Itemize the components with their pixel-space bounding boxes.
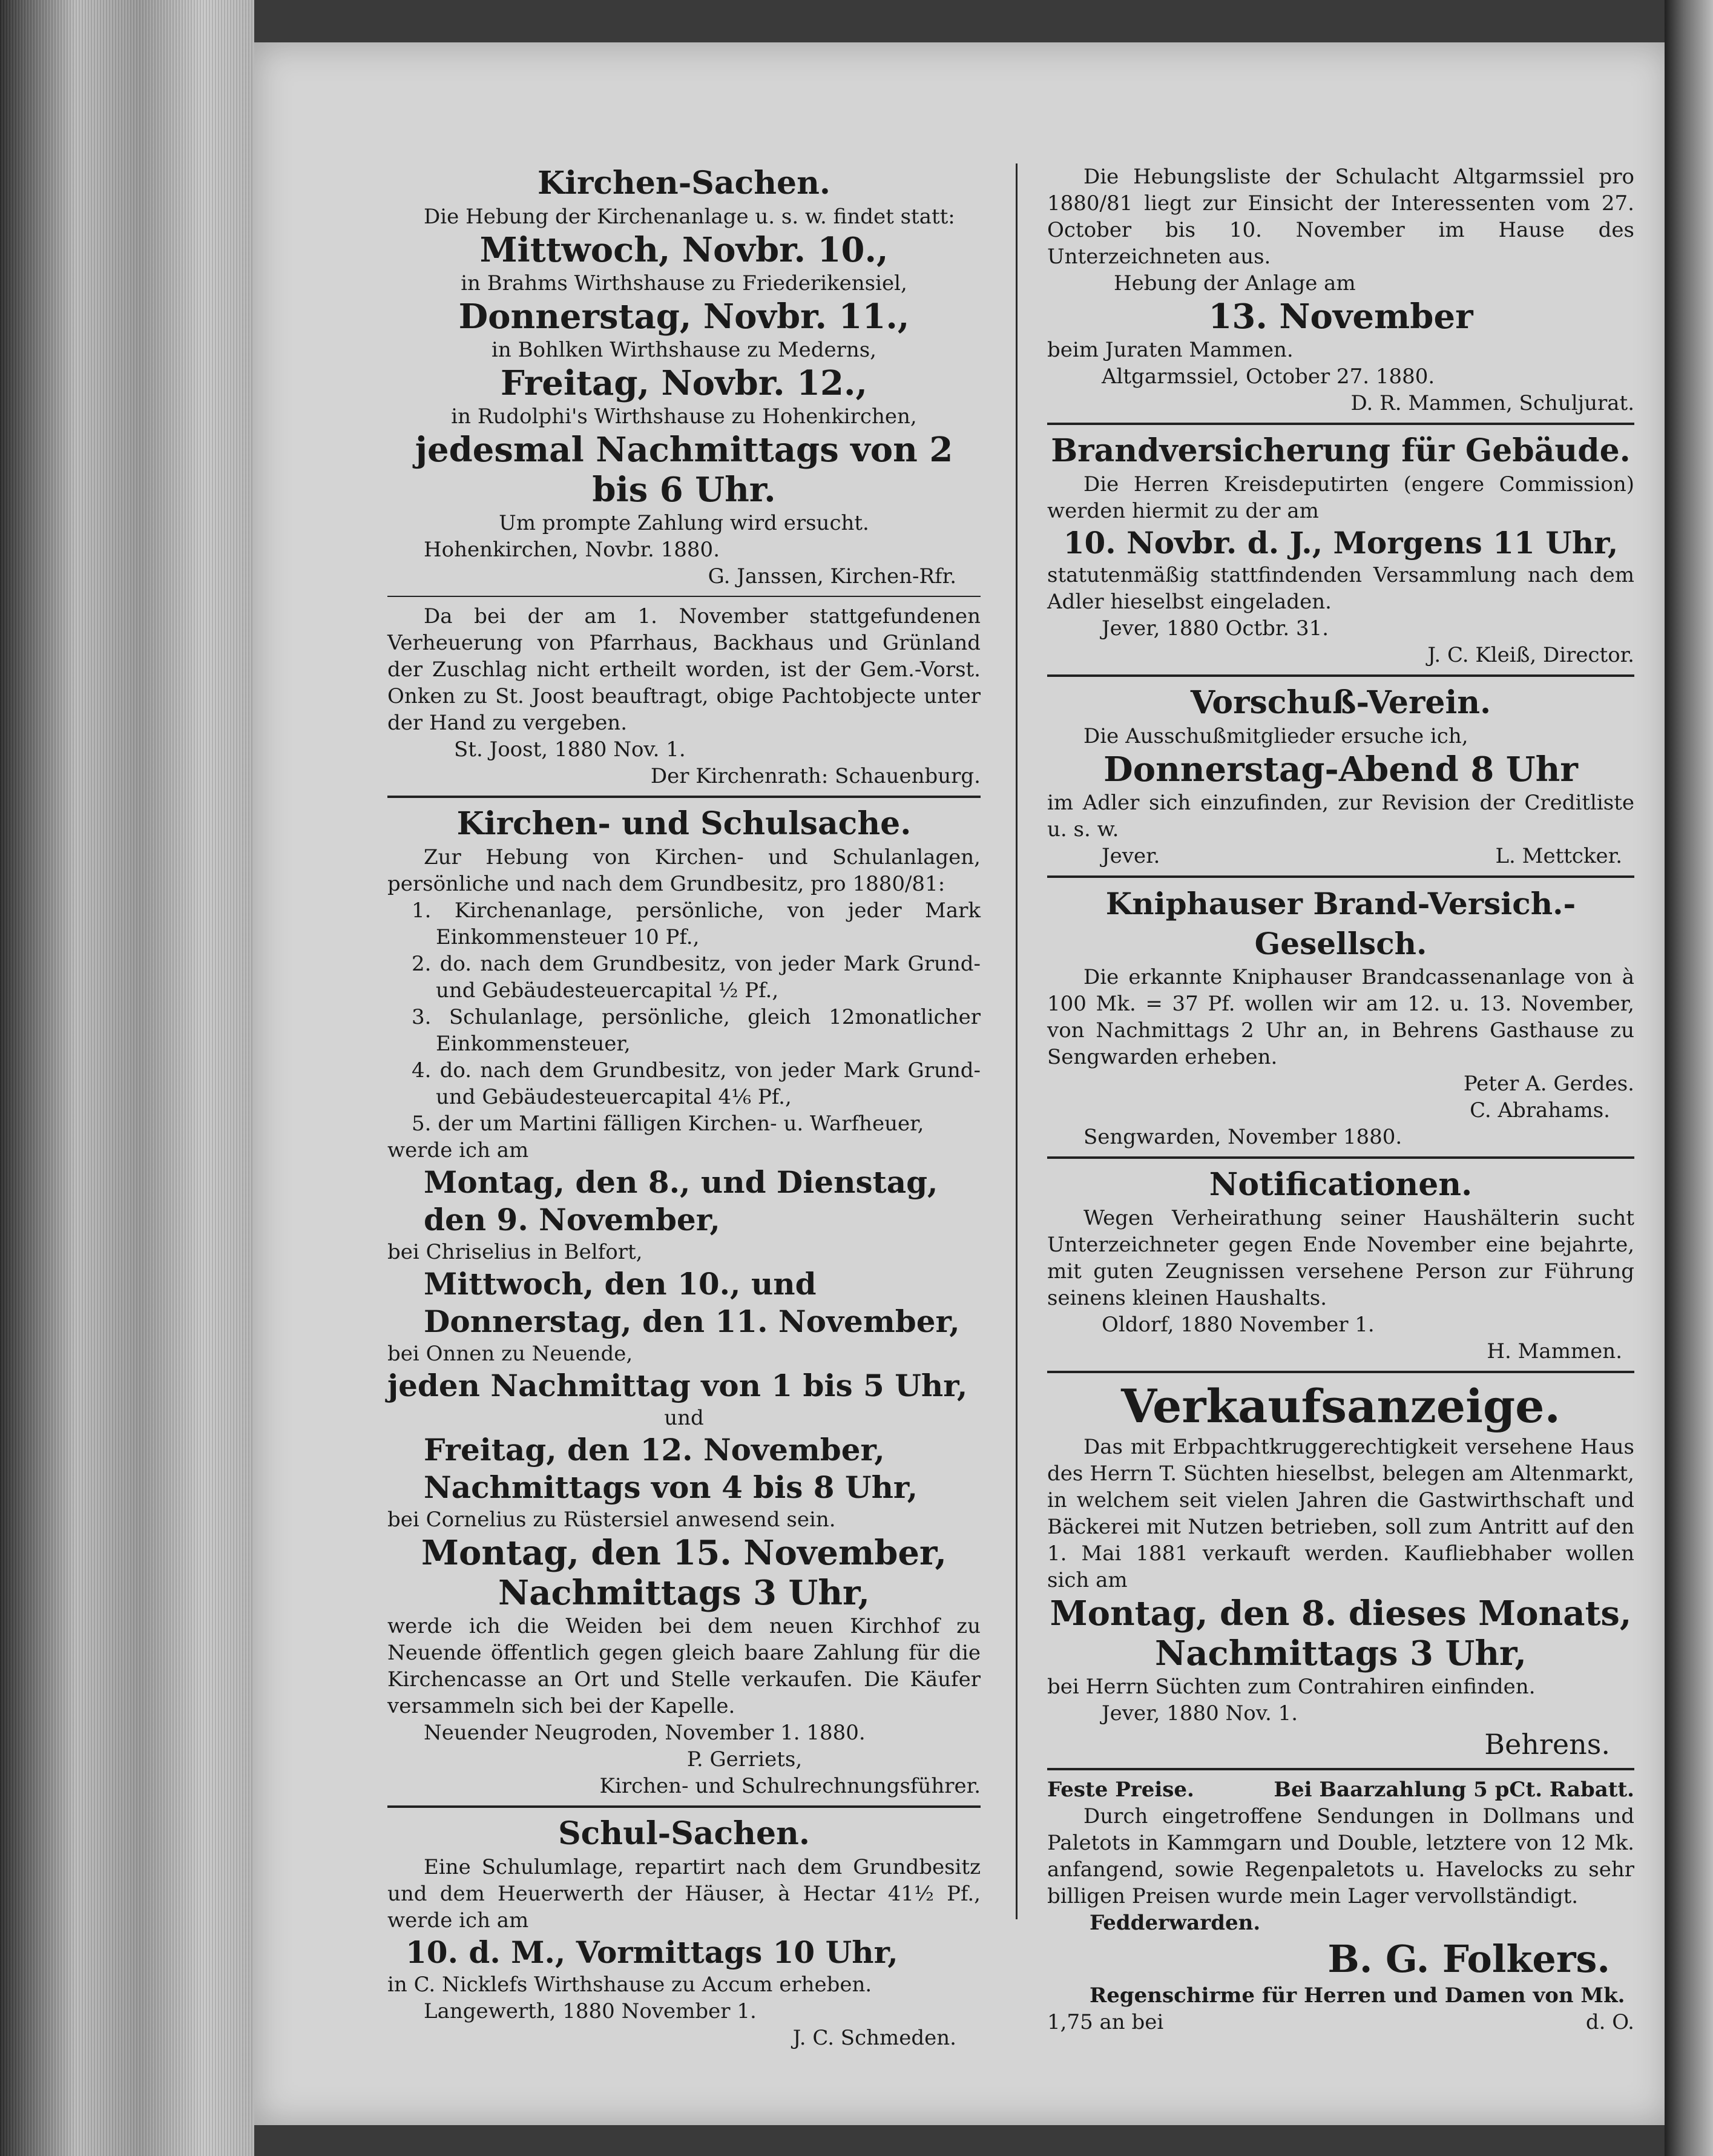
ad-place: in Rudolphi's Wirthshause zu Hohenkirchen, (451, 404, 917, 429)
ad-place: Jever. (1102, 844, 1160, 868)
ad-signature: Kirchen- und Schulrechnungsführer. (599, 1774, 981, 1798)
ad-time: jedesmal Nachmittags von 2 bis 6 Uhr. (415, 430, 953, 510)
ad-schul-sachen (387, 1814, 981, 2051)
ad-text: Durch eingetroffene Sendungen in Dollmans und Paletots in Kammgarn und Double, letztere von 12 Mk. anfangend, sowie Regenpaletots u. Havelocks zu sehr billigen Preisen wurde mein Lager vervollständigt. (1047, 1804, 1634, 1908)
ad-folkers (1047, 1776, 1634, 2036)
list-item: 5. der um Martini fälligen Kirchen- u. Warfheuer, (412, 1112, 924, 1136)
ad-date: 10. Novbr. d. J., Morgens 11 Uhr, (1063, 525, 1619, 561)
column-divider (1016, 163, 1018, 1919)
ad-signature: G. Janssen, Kirchen-Rfr. (708, 564, 956, 588)
separator (1047, 1156, 1634, 1159)
ad-signature: P. Gerriets, (686, 1747, 803, 1772)
ad-text: Die erkannte Kniphauser Brandcassenanlage von à 100 Mk. = 37 Pf. wollen wir am 12. u. 13. November, von Nachmittags 2 Uhr an, in Behrens Gasthause zu Sengwarden erheben. (1047, 965, 1634, 1069)
ad-text: Das mit Erbpachtkruggerechtigkeit versehene Haus des Herrn T. Süchten hieselbst, belegen am Altenmarkt, in welchem seit vielen Jahren die Gastwirthschaft und Bäckerei mit Nutzen betrieben, soll zum Antritt auf den 1. Mai 1881 verkauft werden. Kaufliebhaber wollen sich am (1047, 1435, 1634, 1592)
ad-signature: D. R. Mammen, Schuljurat. (1350, 391, 1634, 415)
ad-signature: L. Mettcker. (1495, 844, 1622, 868)
ad-title: Notificationen. (1209, 1166, 1473, 1203)
list-item: 4. do. nach dem Grundbesitz, von jeder Mark Grund- und Gebäudesteuercapital 4⅙ Pf., (412, 1058, 981, 1109)
ad-title: Verkaufsanzeige. (1121, 1379, 1560, 1433)
ad-place-date: Oldorf, 1880 November 1. (1102, 1313, 1375, 1337)
ad-place-date: Hohenkirchen, Novbr. 1880. (424, 538, 720, 562)
ad-verkaufsanzeige (1047, 1379, 1634, 1762)
ad-date: Montag, den 15. November, (421, 1533, 947, 1573)
ad-kirchen-schulsache (387, 804, 981, 1799)
ad-place: bei Cornelius zu Rüstersiel anwesend sein. (387, 1508, 836, 1532)
separator (387, 1805, 981, 1808)
left-column (387, 109, 981, 2054)
ad-text: Die Herren Kreisdeputirten (engere Commission) werden hiermit zu der am (1047, 472, 1634, 523)
ad-time: Nachmittags 3 Uhr, (1155, 1633, 1527, 1673)
ad-place-date: Jever, 1880 Octbr. 31. (1102, 616, 1329, 641)
ad-time: Nachmittags 3 Uhr, (498, 1573, 870, 1613)
ad-title: Brandversicherung für Gebäude. (1051, 432, 1631, 469)
ad-title: Kirchen-Sachen. (538, 165, 830, 202)
ad-signature: J. C. Schmeden. (792, 2026, 956, 2050)
ad-place-date: Jever, 1880 Nov. 1. (1102, 1701, 1298, 1726)
ad-date: Montag, den 8., und Dienstag, den 9. November, (424, 1164, 938, 1238)
ad-text: Die Ausschußmitglieder ersuche ich, (1083, 724, 1468, 748)
book-page-edges (0, 0, 254, 2156)
ad-text: Hebung der Anlage am (1114, 271, 1356, 295)
ad-date: 13. November (1208, 297, 1473, 337)
ad-date: Montag, den 8. dieses Monats, (1050, 1594, 1632, 1633)
ad-text: statutenmäßig stattfindenden Versammlung nach dem Adler hieselbst eingeladen. (1047, 563, 1634, 614)
ad-text: Eine Schulumlage, repartirt nach dem Grundbesitz und dem Heuerwerth der Häuser, à Hectar 41½ Pf., werde ich am (387, 1855, 981, 1933)
ad-place-date: St. Joost, 1880 Nov. 1. (454, 737, 686, 762)
ad-text: Regenschirme für Herren und Damen von Mk. (1090, 1983, 1625, 2008)
ad-text: Die Hebungsliste der Schulacht Altgarmssiel pro 1880/81 liegt zur Einsicht der Interessenten vom 27. October bis 10. November im Hause des Unterzeichneten aus. (1047, 165, 1634, 269)
ad-brandversicherung (1047, 431, 1634, 668)
ad-text: Zur Hebung von Kirchen- und Schulanlagen, persönliche und nach dem Grundbesitz, pro 1880/81: (387, 845, 981, 896)
ad-text: Wegen Verheirathung seiner Haushälterin sucht Unterzeichneter gegen Ende November eine bejahrte, mit guten Zeugnissen versehene Person zur Führung seinens kleinen Haushalts. (1047, 1206, 1634, 1310)
ad-date: Freitag, den 12. November, Nachmittags von 4 bis 8 Uhr, (424, 1432, 918, 1505)
ad-text: 1,75 an bei (1047, 2010, 1164, 2034)
ad-place: bei Chriselius in Belfort, (387, 1240, 643, 1264)
ad-place: beim Juraten Mammen. (1047, 338, 1294, 362)
ad-place: bei Onnen zu Neuende, (387, 1342, 633, 1366)
separator (1047, 1768, 1634, 1770)
ad-title: Schul-Sachen. (558, 1815, 810, 1852)
ad-text: werde ich die Weiden bei dem neuen Kirchhof zu Neuende öffentlich gegen gleich baare Zahlung für die Kirchencasse an Ort und Stelle verkaufen. Die Käufer versammeln sich bei der Kapelle. (387, 1614, 981, 1718)
separator (387, 796, 981, 798)
ad-signature: B. G. Folkers. (1327, 1937, 1610, 1981)
ad-signature: Der Kirchenrath: Schauenburg. (650, 764, 981, 788)
ad-notificationen (1047, 1165, 1634, 1365)
list-item: 3. Schulanlage, persönliche, gleich 12monatlicher Einkommensteuer, (412, 1005, 981, 1056)
right-column (1047, 109, 1634, 2038)
ad-hebungsliste (1047, 163, 1634, 417)
separator (387, 596, 981, 597)
ad-place-date: Neuender Neugroden, November 1. 1880. (424, 1721, 866, 1745)
ad-title: Kniphauser Brand-Versich.-Gesellsch. (1105, 886, 1576, 961)
ad-text: Da bei der am 1. November stattgefundenen Verheuerung von Pfarrhaus, Backhaus und Grünland der Zuschlag nicht ertheilt worden, ist der Gem.-Vorst. Onken zu St. Joost beauftragt, obige Pachtobjecte unter der Hand zu vergeben. (387, 604, 981, 735)
facing-page-edge (1665, 0, 1713, 2156)
ad-headline (1047, 1776, 1634, 1803)
ad-date: Mittwoch, Novbr. 10., (479, 230, 889, 270)
ad-date: Mittwoch, den 10., und Donnerstag, den 11. November, (424, 1266, 960, 1339)
ad-verheuerung (387, 603, 981, 790)
separator (1047, 423, 1634, 425)
ad-text: Die Hebung der Kirchenanlage u. s. w. findet statt: (424, 205, 955, 229)
ad-signature: Peter A. Gerdes. (1463, 1072, 1634, 1096)
ad-place-date: Altgarmssiel, October 27. 1880. (1102, 364, 1435, 389)
ad-vorschuss-verein (1047, 683, 1634, 869)
ad-signature: Behrens. (1484, 1728, 1610, 1761)
ad-signature: H. Mammen. (1487, 1339, 1622, 1363)
ad-signature: J. C. Kleiß, Director. (1427, 643, 1634, 667)
ad-place-date: Sengwarden, November 1880. (1083, 1125, 1402, 1149)
ad-date: Freitag, Novbr. 12., (501, 363, 867, 403)
ad-date: 10. d. M., Vormittags 10 Uhr, (406, 1934, 898, 1970)
ad-text: und (664, 1406, 704, 1430)
ad-title: Vorschuß-Verein. (1190, 684, 1491, 721)
separator (1047, 1371, 1634, 1373)
ad-title: Kirchen- und Schulsache. (456, 805, 912, 842)
list-item: 1. Kirchenanlage, persönliche, von jeder Mark Einkommensteuer 10 Pf., (412, 898, 981, 949)
ad-text: werde ich am (387, 1138, 529, 1162)
ad-time: jeden Nachmittag von 1 bis 5 Uhr, (387, 1368, 968, 1403)
ad-kniphauser (1047, 884, 1634, 1150)
ad-signature: C. Abrahams. (1470, 1098, 1610, 1123)
ad-place: in Brahms Wirthshause zu Friederikensiel, (461, 271, 907, 295)
separator (1047, 674, 1634, 677)
ad-footer (1047, 843, 1634, 869)
ad-place: in Bohlken Wirthshause zu Mederns, (491, 338, 876, 362)
ad-text: im Adler sich einzufinden, zur Revision der Creditliste u. s. w. (1047, 791, 1634, 842)
ad-text: bei Herrn Süchten zum Contrahiren einfinden. (1047, 1675, 1536, 1699)
ad-footer (1047, 2009, 1634, 2036)
ad-place: in C. Nicklefs Wirthshause zu Accum erheben. (387, 1973, 872, 1997)
ad-note: Um prompte Zahlung wird ersucht. (499, 511, 869, 535)
ad-kirchen-sachen (387, 163, 981, 590)
ad-date: Donnerstag, Novbr. 11., (458, 297, 910, 337)
ad-place-date: Langewerth, 1880 November 1. (424, 1999, 757, 2023)
separator (1047, 875, 1634, 878)
ad-place: Fedderwarden. (1090, 1911, 1261, 1935)
ad-date: Donnerstag-Abend 8 Uhr (1103, 750, 1578, 790)
ad-signature: d. O. (1585, 2010, 1634, 2034)
ad-text: Feste Preise. (1047, 1778, 1194, 1802)
list-item: 2. do. nach dem Grundbesitz, von jeder Mark Grund- und Gebäudesteuercapital ½ Pf., (412, 952, 981, 1003)
ad-text: Bei Baarzahlung 5 pCt. Rabatt. (1274, 1778, 1634, 1802)
